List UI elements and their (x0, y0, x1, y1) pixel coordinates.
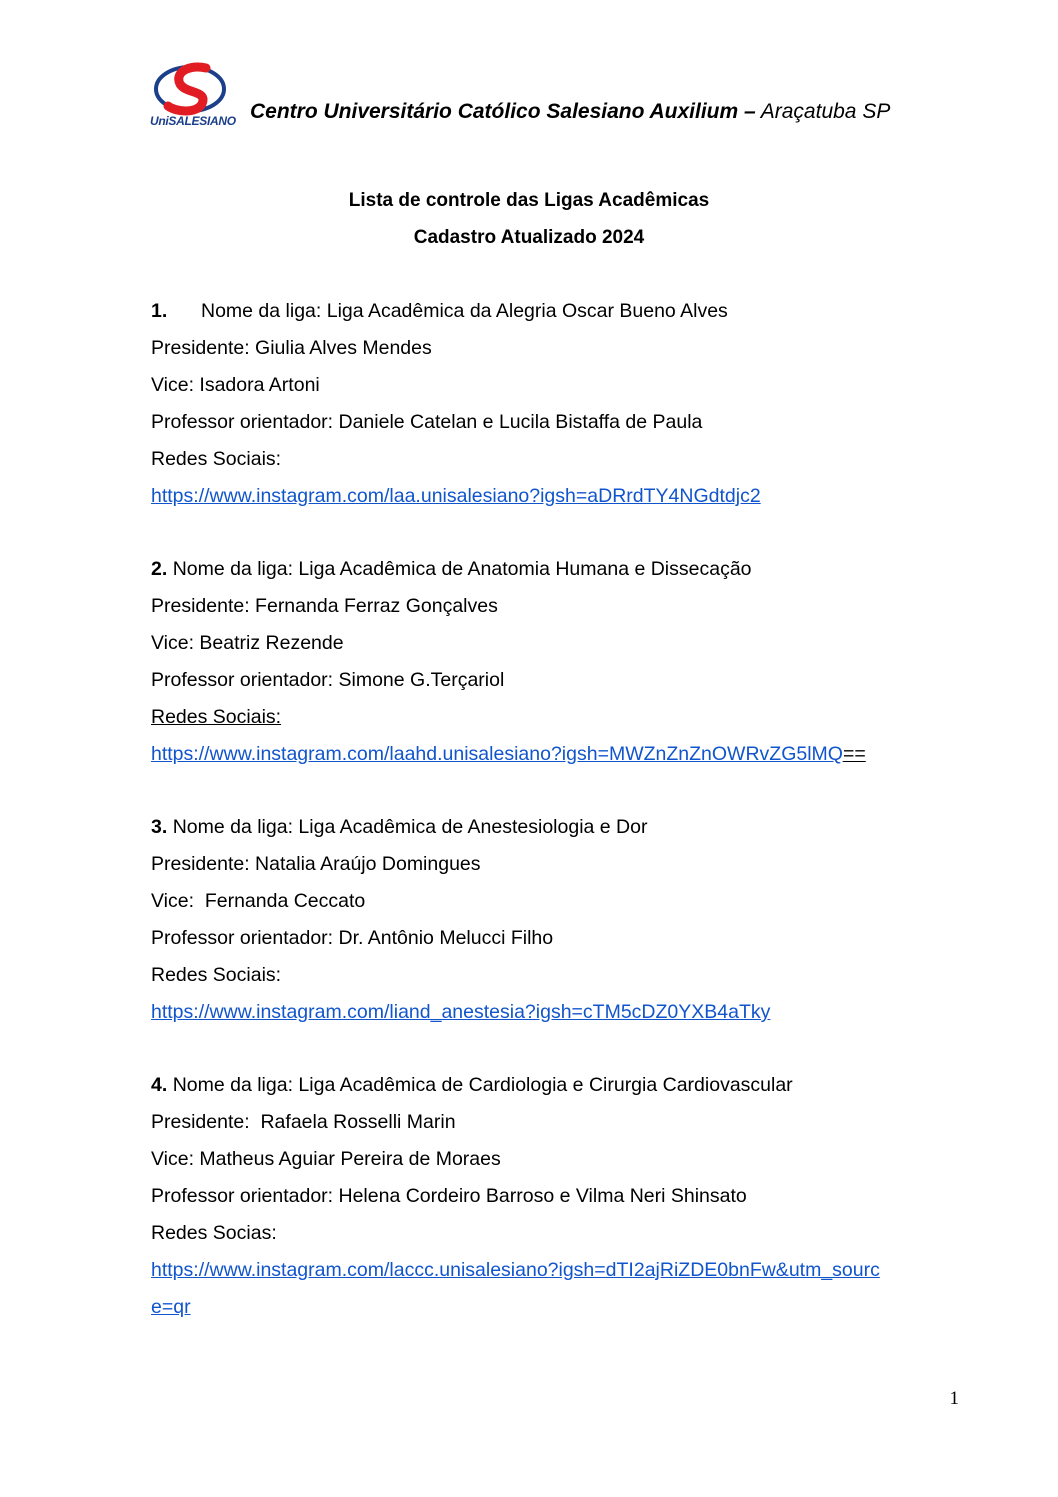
league-entry (151, 298, 961, 520)
league-name-line (151, 298, 961, 335)
vice-line: Vice: Fernanda Ceccato (151, 890, 366, 912)
document-header (150, 62, 910, 132)
league-name: Nome da liga: Liga Acadêmica de Anestesiologia e Dor (172, 816, 648, 838)
advisor-line: Professor orientador: Daniele Catelan e Lucila Bistaffa de Paula (151, 411, 703, 433)
entry-number: 4. (151, 1074, 168, 1096)
league-name-line (151, 556, 961, 593)
unisalesiano-logo-icon (150, 62, 246, 118)
vice-line: Vice: Isadora Artoni (151, 374, 320, 396)
document-title: Lista de controle das Ligas Acadêmicas (348, 190, 710, 211)
league-name-line (151, 1072, 961, 1109)
entry-number: 2. (151, 558, 168, 580)
instagram-link[interactable]: https://www.instagram.com/liand_anestesia?igsh=cTM5cDZ0YXB4aTky (151, 1001, 771, 1023)
entry-number: 1. (151, 300, 168, 322)
president-line: Presidente: Fernanda Ferraz Gonçalves (151, 595, 498, 617)
advisor-line: Professor orientador: Dr. Antônio Melucci Filho (151, 927, 554, 949)
president-line: Presidente: Rafaela Rosselli Marin (151, 1111, 456, 1133)
social-label: Redes Sociais: (151, 706, 282, 728)
instagram-link[interactable]: https://www.instagram.com/laahd.unisalesiano?igsh=MWZnZnZnOWRvZG5lMQ (151, 743, 843, 765)
header-institution-line (250, 100, 890, 124)
league-entry (151, 556, 961, 778)
league-entry (151, 814, 961, 1036)
document-subtitle: Cadastro Atualizado 2024 (413, 227, 645, 248)
league-name: Nome da liga: Liga Acadêmica da Alegria Oscar Bueno Alves (201, 300, 728, 322)
institution-city: Araçatuba SP (760, 100, 891, 123)
link-trailing-text: == (842, 743, 866, 765)
league-entry (151, 1072, 961, 1331)
social-label: Redes Sociais: (151, 448, 282, 470)
unisalesiano-logo (150, 62, 246, 128)
social-label: Redes Sociais: (151, 964, 282, 986)
instagram-link[interactable]: https://www.instagram.com/laccc.unisalesiano?igsh=dTI2ajRiZDE0bnFw&utm_sourc (151, 1259, 880, 1281)
advisor-line: Professor orientador: Helena Cordeiro Barroso e Vilma Neri Shinsato (151, 1185, 747, 1207)
league-list (151, 298, 961, 1367)
instagram-link-continuation[interactable]: e=qr (151, 1296, 191, 1318)
league-name-line (151, 814, 961, 851)
vice-line: Vice: Matheus Aguiar Pereira de Moraes (151, 1148, 501, 1170)
page-number: 1 (949, 1388, 959, 1409)
entry-number: 3. (151, 816, 168, 838)
league-name: Nome da liga: Liga Acadêmica de Anatomia Humana e Dissecação (172, 558, 752, 580)
institution-name: Centro Universitário Católico Salesiano Auxilium – (250, 100, 756, 123)
president-line: Presidente: Natalia Araújo Domingues (151, 853, 481, 875)
president-line: Presidente: Giulia Alves Mendes (151, 337, 432, 359)
vice-line: Vice: Beatriz Rezende (151, 632, 344, 654)
league-name: Nome da liga: Liga Acadêmica de Cardiologia e Cirurgia Cardiovascular (172, 1074, 793, 1096)
logo-text: UniSALESIANO (150, 114, 236, 128)
instagram-link[interactable]: https://www.instagram.com/laa.unisalesiano?igsh=aDRrdTY4NGdtdjc2 (151, 485, 761, 507)
social-label: Redes Socias: (151, 1222, 277, 1244)
advisor-line: Professor orientador: Simone G.Terçariol (151, 669, 505, 691)
